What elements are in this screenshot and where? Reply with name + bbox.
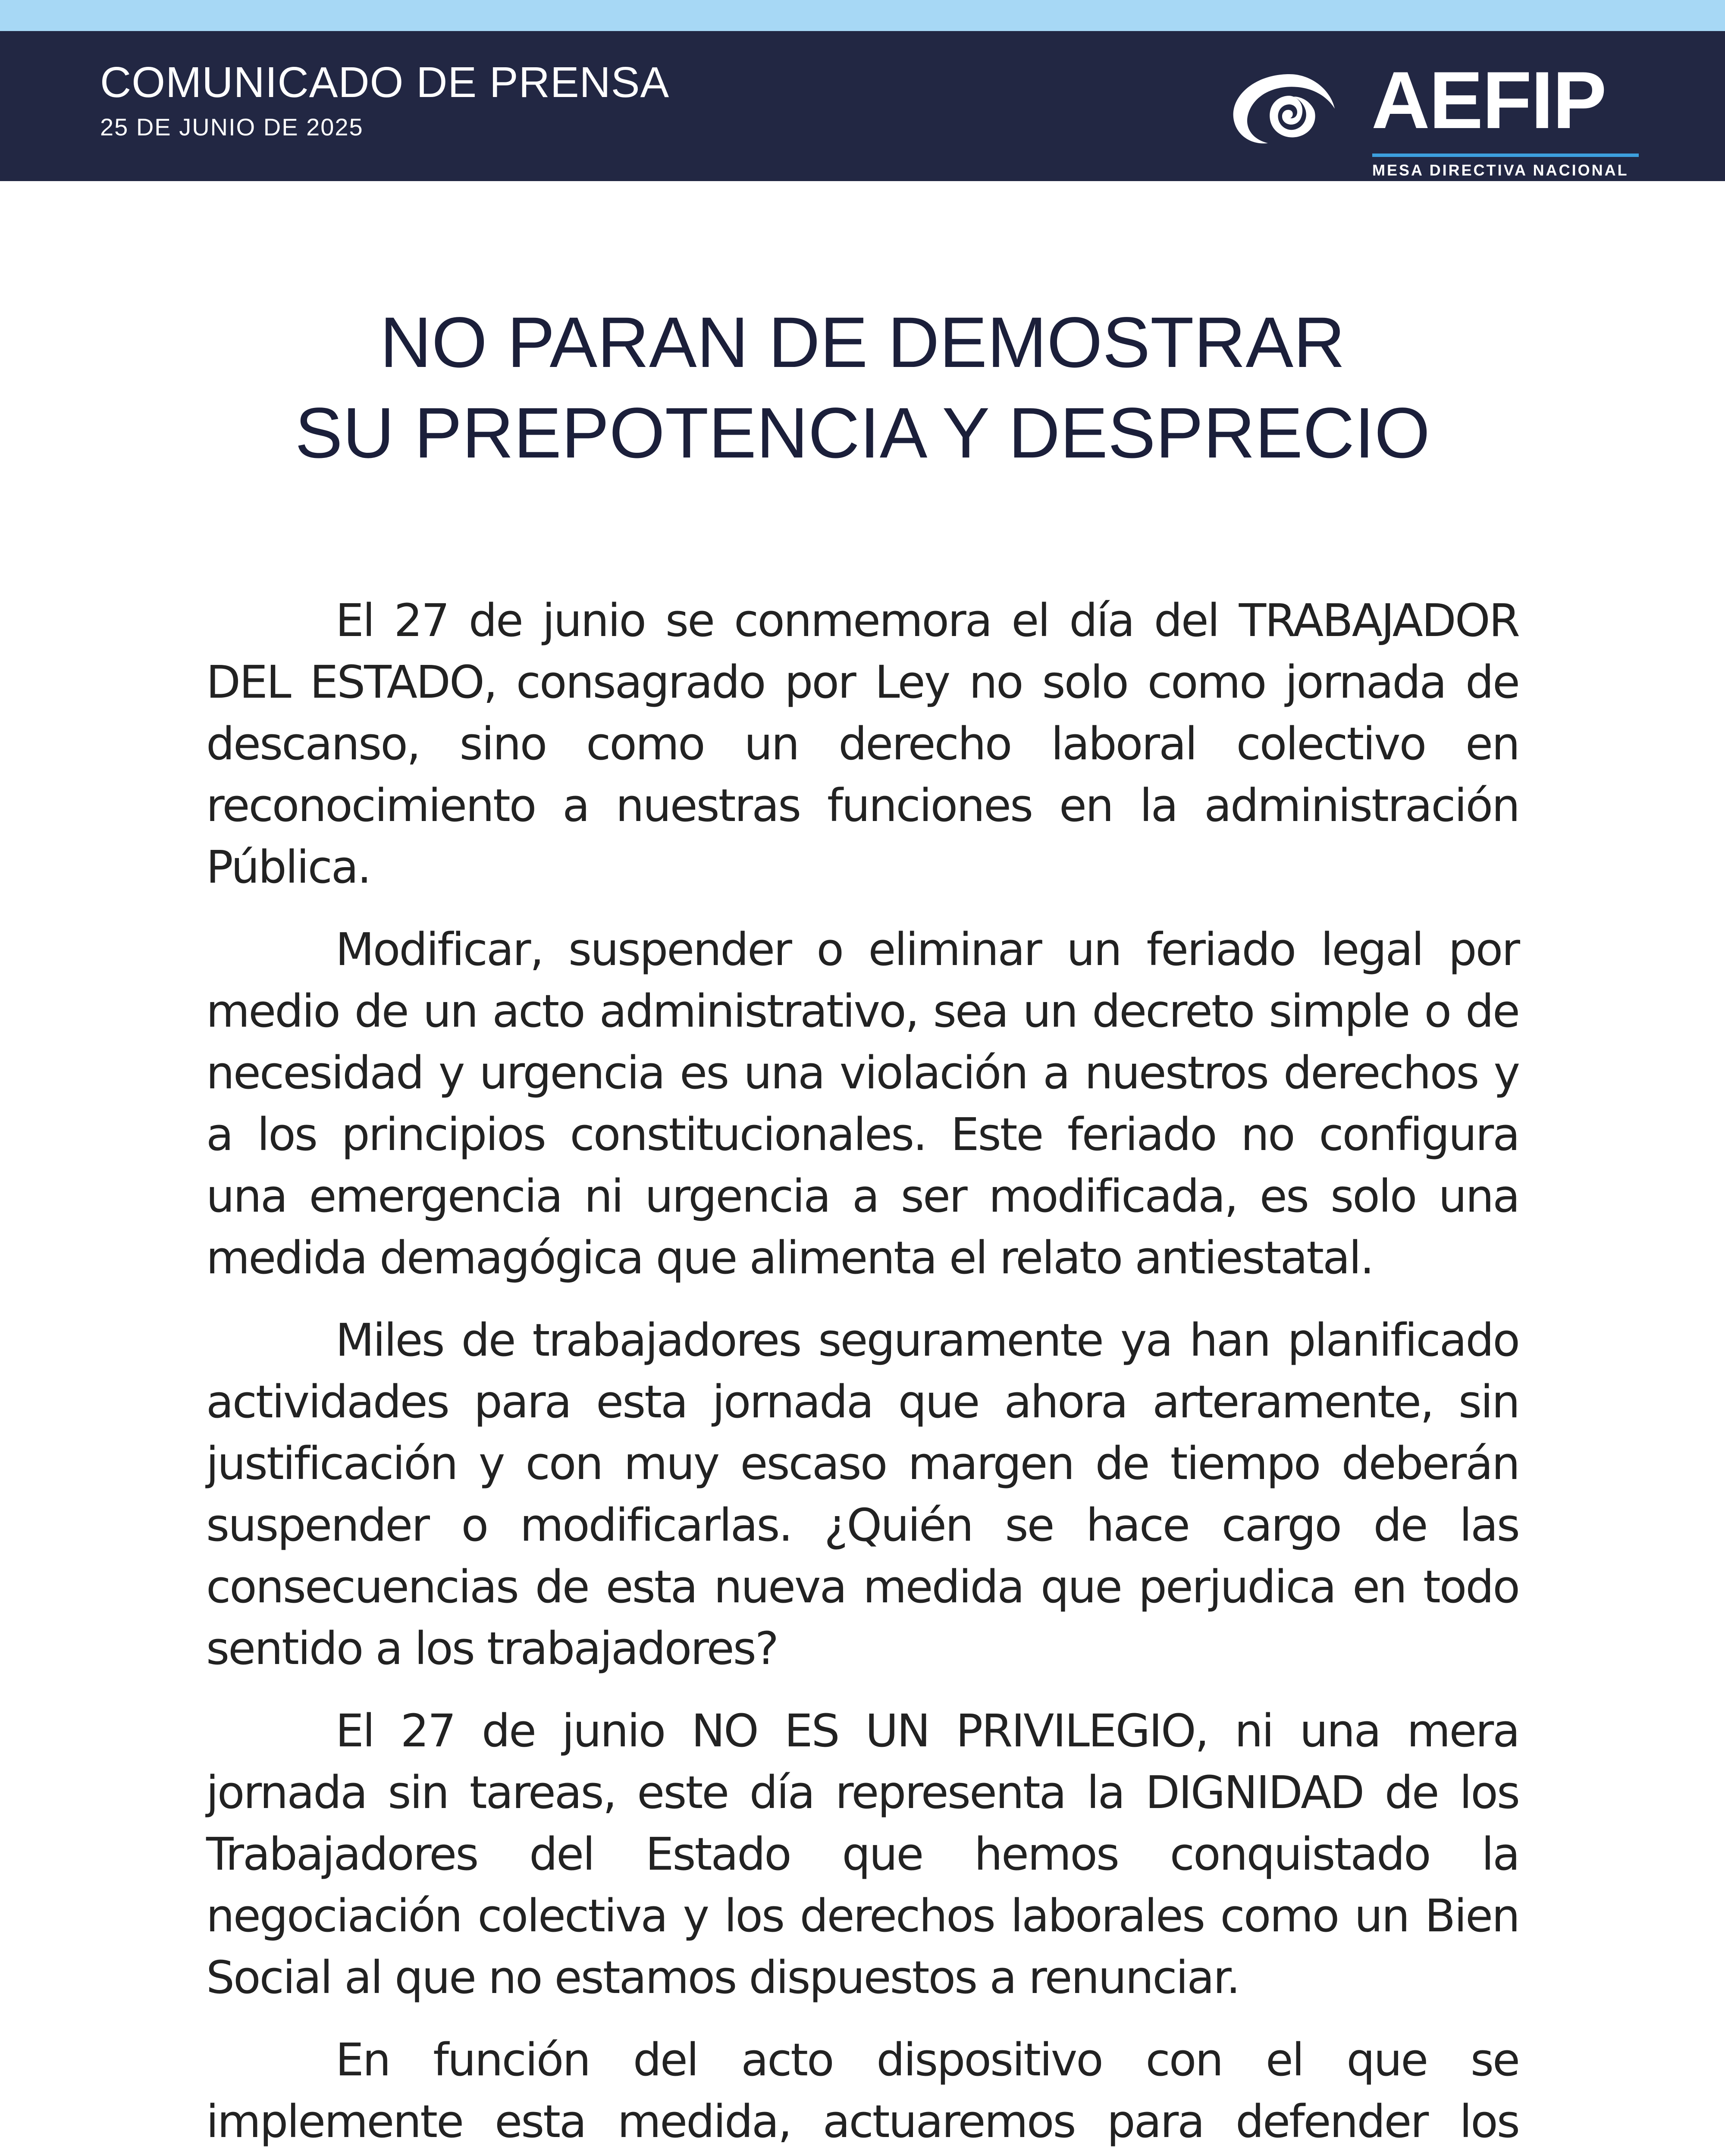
logo-underline [1372, 154, 1639, 157]
top-color-strip [0, 0, 1725, 31]
paragraph-3: Miles de trabajadores seguramente ya han planificado actividades para esta jornada que ahora arteramente, sin justificación y con muy escaso margen de tiempo deberán suspender o modificarlas. ¿Quién se hace cargo de las consecuencias de esta nueva medida que perjudica en todo sentido a los trabajadores? [206, 1314, 1519, 1675]
document-date: 25 DE JUNIO DE 2025 [100, 113, 364, 141]
headline-line-2: SU PREPOTENCIA Y DESPRECIO [295, 393, 1430, 473]
aefip-logo [1225, 55, 1639, 179]
statement-body [206, 590, 1519, 2156]
headline [0, 298, 1725, 479]
paragraph-1: El 27 de junio se conmemora el día del TRABAJADOR DEL ESTADO, consagrado por Ley no solo como jornada de descanso, sino como un derecho laboral colectivo en reconocimiento a nuestras funciones en la administración Pública. [206, 594, 1519, 893]
page-header [0, 31, 1725, 181]
paragraph-4: El 27 de junio NO ES UN PRIVILEGIO, ni una mera jornada sin tareas, este día representa la DIGNIDAD de los Trabajadores del Estado que hemos conquistado la negociación colectiva y los derechos laborales como un Bien Social al que no estamos dispuestos a renunciar. [206, 1705, 1519, 2004]
headline-line-1: NO PARAN DE DEMOSTRAR [380, 303, 1346, 382]
document-type-title: COMUNICADO DE PRENSA [100, 58, 670, 107]
paragraph-5: En función del acto dispositivo con el que se implemente esta medida, actuaremos para defender los [206, 2034, 1519, 2148]
logo-wordmark: AEFIP [1371, 55, 1606, 145]
paragraph-2: Modificar, suspender o eliminar un feriado legal por medio de un acto administrativo, sea un decreto simple o de necesidad y urgencia es una violación a nuestros derechos y a los principios constitucionales. Este feriado no configura una emergencia ni urgencia a ser modificada, es solo una medida demagógica que alimenta el relato antiestatal. [206, 923, 1519, 1284]
aefip-eye-swirl-logo-icon [1225, 66, 1346, 152]
logo-subtitle: MESA DIRECTIVA NACIONAL [1372, 161, 1629, 179]
